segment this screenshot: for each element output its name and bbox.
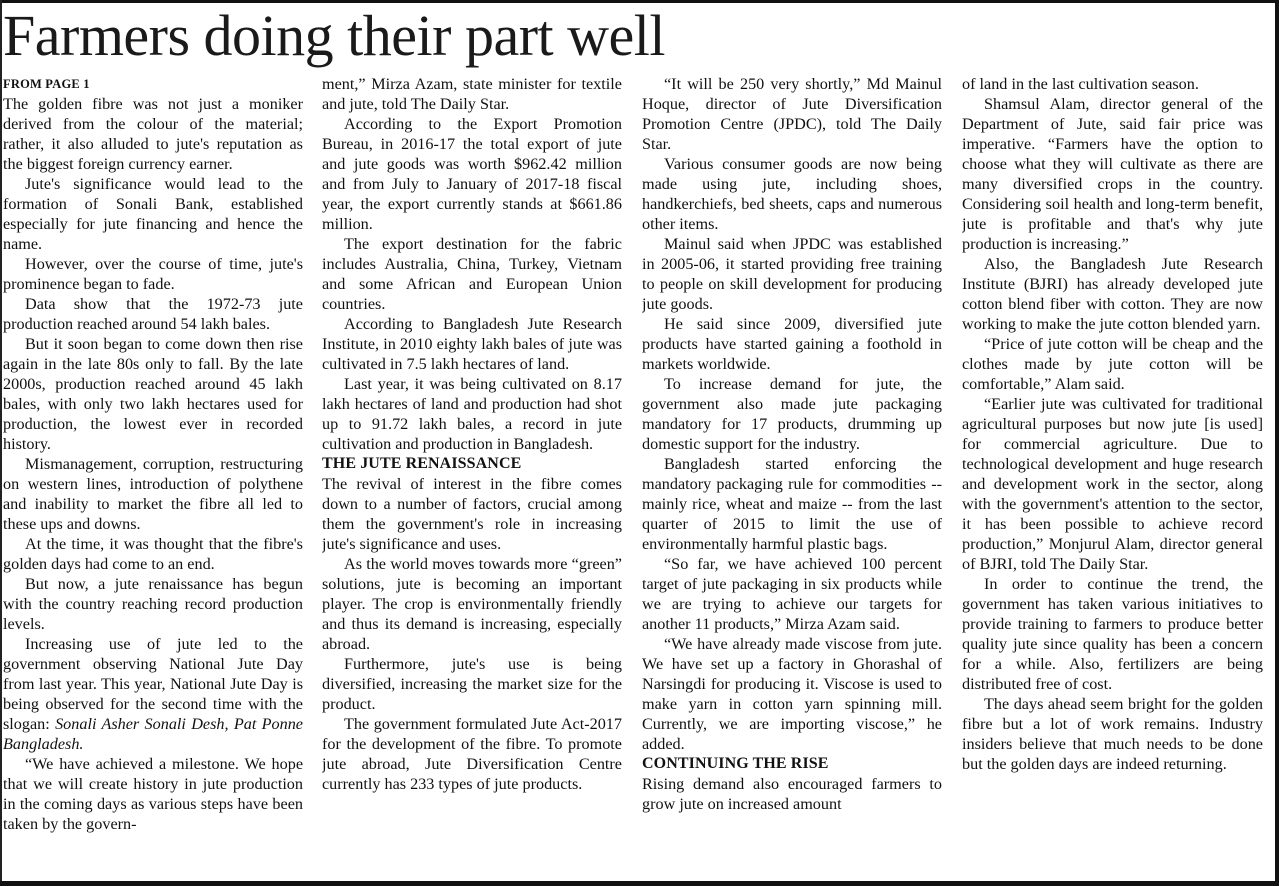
slogan: Sonali Asher Sonali Desh, Pat Ponne Bangladesh. [3, 715, 303, 753]
paragraph: The golden fibre was not just a moniker derived from the colour of the material; rather, it also alluded to jute's reputation as the biggest foreign currency earner. [3, 95, 303, 173]
article-column-4 [962, 74, 1263, 880]
paragraph: As the world moves towards more “green” solutions, jute is becoming an important player. The crop is environmentally friendly and thus its demand is increasing, especially abroad. [322, 555, 622, 653]
paragraph: of land in the last cultivation season. [962, 75, 1199, 93]
paragraph: The revival of interest in the fibre comes down to a number of factors, crucial among them the government's role in increasing jute's significance and uses. [322, 475, 622, 553]
paragraph-text: Increasing use of jute led to the government observing National Jute Day from last year. This year, National Jute Day is being observed for the second time with the slogan: [3, 635, 303, 733]
paragraph: The days ahead seem bright for the golden fibre but a lot of work remains. Industry insiders believe that much needs to be done but the golden days are indeed returning. [962, 695, 1263, 773]
paragraph: To increase demand for jute, the government also made jute packaging mandatory for 17 products, drumming up domestic support for the industry. [642, 375, 942, 453]
paragraph: According to Bangladesh Jute Research Institute, in 2010 eighty lakh bales of jute was cultivated in 7.5 lakh hectares of land. [322, 315, 622, 373]
paragraph: Data show that the 1972-73 jute production reached around 54 lakh bales. [3, 295, 303, 333]
page-border-left [0, 0, 2, 886]
article-column-3 [642, 74, 942, 880]
paragraph: At the time, it was thought that the fibre's golden days had come to an end. [3, 535, 303, 573]
paragraph: In order to continue the trend, the government has taken various initiatives to provide training to farmers to produce better quality jute since quality has been a concern for a while. Also, fertilizers are being distributed free of cost. [962, 575, 1263, 693]
paragraph: Bangladesh started enforcing the mandatory packaging rule for commodities -- mainly rice, wheat and maize -- from the last quarter of 2015 to limit the use of environmentally harmful plastic bags. [642, 455, 942, 553]
paragraph: The government formulated Jute Act-2017 for the development of the fibre. To promote jute abroad, Jute Diversification Centre currently has 233 types of jute products. [322, 715, 622, 793]
paragraph: Various consumer goods are now being made using jute, including shoes, handkerchiefs, bed sheets, caps and numerous other items. [642, 155, 942, 233]
paragraph: “We have already made viscose from jute. We have set up a factory in Ghorashal of Narsingdi for producing it. Viscose is used to make yarn in cotton yarn spinning mill. Currently, we are importing viscose,” he added. [642, 635, 942, 753]
page-border-right [1275, 0, 1279, 886]
article-column-2 [322, 74, 622, 880]
paragraph: “Earlier jute was cultivated for traditional agricultural purposes but now jute [is used] for commercial agriculture. Due to technological development and huge research and development work in the sector, along with the government's attention to the sector, it has been possible to achieve record production,” Monjurul Alam, director general of BJRI, told The Daily Star. [962, 395, 1263, 573]
paragraph: Shamsul Alam, director general of the Department of Jute, said fair price was imperative. “Farmers have the option to choose what they will cultivate as there are many diversified crops in the country. Considering soil health and long-term benefit, jute is profitable and that's why jute production is increasing.” [962, 95, 1263, 253]
paragraph-with-slogan [3, 634, 303, 754]
paragraph: Last year, it was being cultivated on 8.17 lakh hectares of land and production had shot up to 91.72 lakh bales, a record in jute cultivation and production in Bangladesh. [322, 375, 622, 453]
paragraph: According to the Export Promotion Bureau, in 2016-17 the total export of jute and jute goods was worth $962.42 million and from July to January of 2017-18 fiscal year, the export currently stands at $661.86 million. [322, 115, 622, 233]
paragraph: Mainul said when JPDC was established in 2005-06, it started providing free training to people on skill development for producing jute goods. [642, 235, 942, 313]
headline: Farmers doing their part well [3, 3, 665, 68]
paragraph: However, over the course of time, jute's prominence began to fade. [3, 255, 303, 293]
section-subhead: CONTINUING THE RISE [642, 755, 829, 772]
paragraph: Jute's significance would lead to the formation of Sonali Bank, established especially for jute financing and hence the name. [3, 175, 303, 253]
page-border-bottom [0, 881, 1279, 886]
paragraph: Rising demand also encouraged farmers to grow jute on increased amount [642, 775, 942, 813]
paragraph: But it soon began to come down then rise again in the late 80s only to fall. By the late 2000s, production reached around 45 lakh bales, with only two lakh hectares used for production, the lowest ever in recorded history. [3, 335, 303, 453]
paragraph: He said since 2009, diversified jute products have started gaining a foothold in markets worldwide. [642, 315, 942, 373]
paragraph: “We have achieved a milestone. We hope that we will create history in jute production in the coming days as various steps have been taken by the govern- [3, 755, 303, 833]
paragraph: “So far, we have achieved 100 percent target of jute packaging in six products while we are trying to achieve our targets for another 11 products,” Mirza Azam said. [642, 555, 942, 633]
paragraph: ment,” Mirza Azam, state minister for textile and jute, told The Daily Star. [322, 75, 622, 113]
article-column-1 [3, 74, 303, 880]
paragraph: Also, the Bangladesh Jute Research Institute (BJRI) has already developed jute cotton blend fiber with cotton. They are now working to make the jute cotton blended yarn. [962, 255, 1263, 333]
section-subhead: THE JUTE RENAISSANCE [322, 455, 522, 472]
paragraph: Mismanagement, corruption, restructuring on western lines, introduction of polythene and inability to market the fibre all led to these ups and downs. [3, 455, 303, 533]
paragraph: The export destination for the fabric includes Australia, China, Turkey, Vietnam and some African and European Union countries. [322, 235, 622, 313]
paragraph: “Price of jute cotton will be cheap and the clothes made by jute cotton will be comfortable,” Alam said. [962, 335, 1263, 393]
paragraph: But now, a jute renaissance has begun with the country reaching record production levels. [3, 575, 303, 633]
continuation-kicker: FROM PAGE 1 [3, 77, 90, 91]
paragraph: “It will be 250 very shortly,” Md Mainul Hoque, director of Jute Diversification Promotion Centre (JPDC), told The Daily Star. [642, 75, 942, 153]
paragraph: Furthermore, jute's use is being diversified, increasing the market size for the product. [322, 655, 622, 713]
